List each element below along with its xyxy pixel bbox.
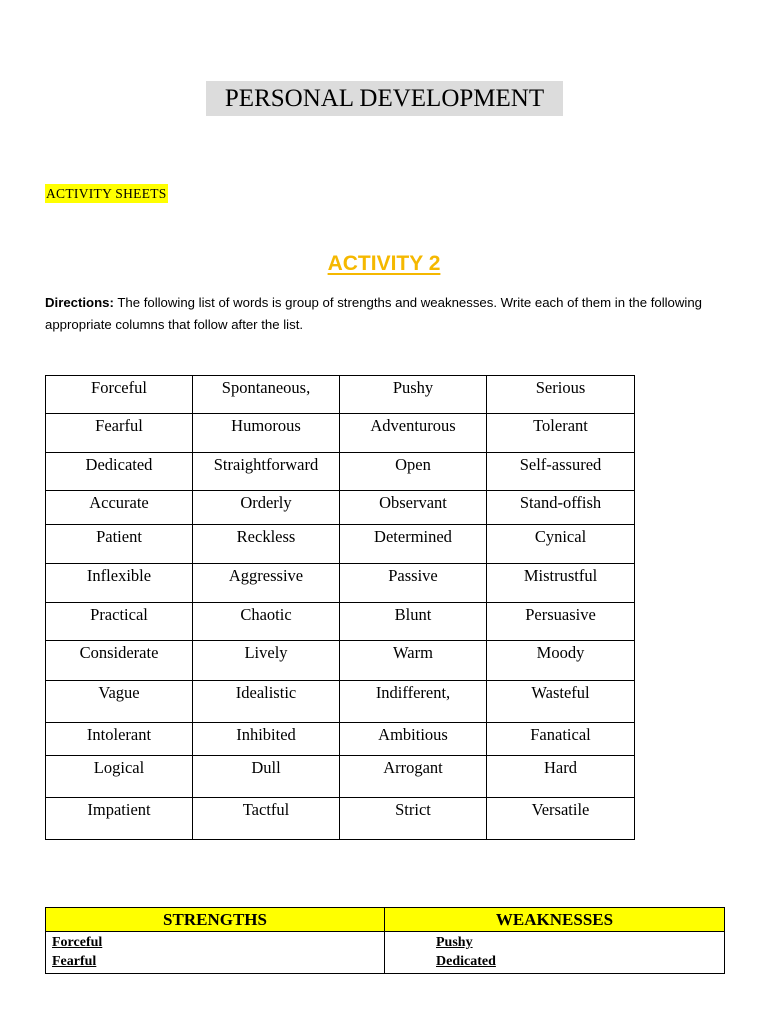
word-cell: Inflexible xyxy=(46,564,193,603)
word-cell: Stand-offish xyxy=(487,491,635,525)
word-cell: Open xyxy=(340,453,487,491)
word-cell: Logical xyxy=(46,756,193,798)
word-cell: Intolerant xyxy=(46,723,193,756)
weakness-answer: Pushy xyxy=(436,935,473,950)
weaknesses-header: WEAKNESSES xyxy=(385,908,725,932)
word-cell: Indifferent, xyxy=(340,681,487,723)
word-cell: Wasteful xyxy=(487,681,635,723)
word-cell: Impatient xyxy=(46,798,193,840)
word-cell: Inhibited xyxy=(193,723,340,756)
word-cell: Cynical xyxy=(487,525,635,564)
table-row xyxy=(46,603,635,641)
word-cell: Warm xyxy=(340,641,487,681)
word-cell: Pushy xyxy=(340,376,487,414)
table-row xyxy=(46,756,635,798)
word-cell: Blunt xyxy=(340,603,487,641)
word-cell: Ambitious xyxy=(340,723,487,756)
table-row xyxy=(46,681,635,723)
word-cell: Fearful xyxy=(46,414,193,453)
strength-answer: Fearful xyxy=(52,954,97,969)
word-cell: Aggressive xyxy=(193,564,340,603)
word-cell: Accurate xyxy=(46,491,193,525)
word-cell: Hard xyxy=(487,756,635,798)
page-title: PERSONAL DEVELOPMENT xyxy=(206,81,563,116)
word-cell: Practical xyxy=(46,603,193,641)
table-row xyxy=(46,798,635,840)
word-cell: Chaotic xyxy=(193,603,340,641)
table-row xyxy=(46,453,635,491)
word-cell: Idealistic xyxy=(193,681,340,723)
answer-table xyxy=(45,907,725,974)
word-cell: Vague xyxy=(46,681,193,723)
word-cell: Self-assured xyxy=(487,453,635,491)
strength-answer: Forceful xyxy=(52,935,103,950)
table-row xyxy=(46,491,635,525)
strengths-header: STRENGTHS xyxy=(46,908,385,932)
table-row xyxy=(46,414,635,453)
word-cell: Strict xyxy=(340,798,487,840)
word-cell: Arrogant xyxy=(340,756,487,798)
word-cell: Considerate xyxy=(46,641,193,681)
word-cell: Straightforward xyxy=(193,453,340,491)
activity-heading: ACTIVITY 2 xyxy=(327,252,441,275)
word-cell: Lively xyxy=(193,641,340,681)
directions-text: The following list of words is group of strengths and weaknesses. Write each of them in the following appropriate columns that follow after the list. xyxy=(45,295,703,332)
word-list-table xyxy=(45,375,635,840)
word-cell: Versatile xyxy=(487,798,635,840)
word-cell: Orderly xyxy=(193,491,340,525)
word-cell: Patient xyxy=(46,525,193,564)
answer-row xyxy=(46,932,725,974)
section-label: ACTIVITY SHEETS xyxy=(46,186,167,201)
word-cell: Passive xyxy=(340,564,487,603)
word-cell: Persuasive xyxy=(487,603,635,641)
table-row xyxy=(46,525,635,564)
word-cell: Dedicated xyxy=(46,453,193,491)
word-cell: Moody xyxy=(487,641,635,681)
word-cell: Observant xyxy=(340,491,487,525)
strengths-column[interactable] xyxy=(46,932,385,974)
word-cell: Tolerant xyxy=(487,414,635,453)
table-row xyxy=(46,723,635,756)
directions-label: Directions: xyxy=(45,295,114,310)
word-cell: Mistrustful xyxy=(487,564,635,603)
word-cell: Serious xyxy=(487,376,635,414)
word-cell: Humorous xyxy=(193,414,340,453)
word-cell: Dull xyxy=(193,756,340,798)
word-cell: Spontaneous, xyxy=(193,376,340,414)
table-row xyxy=(46,641,635,681)
table-row xyxy=(46,376,635,414)
word-cell: Adventurous xyxy=(340,414,487,453)
word-cell: Reckless xyxy=(193,525,340,564)
weakness-answer: Dedicated xyxy=(436,954,496,969)
answer-header-row xyxy=(46,908,725,932)
word-cell: Tactful xyxy=(193,798,340,840)
word-cell: Forceful xyxy=(46,376,193,414)
table-row xyxy=(46,564,635,603)
word-cell: Determined xyxy=(340,525,487,564)
word-cell: Fanatical xyxy=(487,723,635,756)
directions-paragraph xyxy=(45,292,725,336)
weaknesses-column[interactable] xyxy=(385,932,725,974)
